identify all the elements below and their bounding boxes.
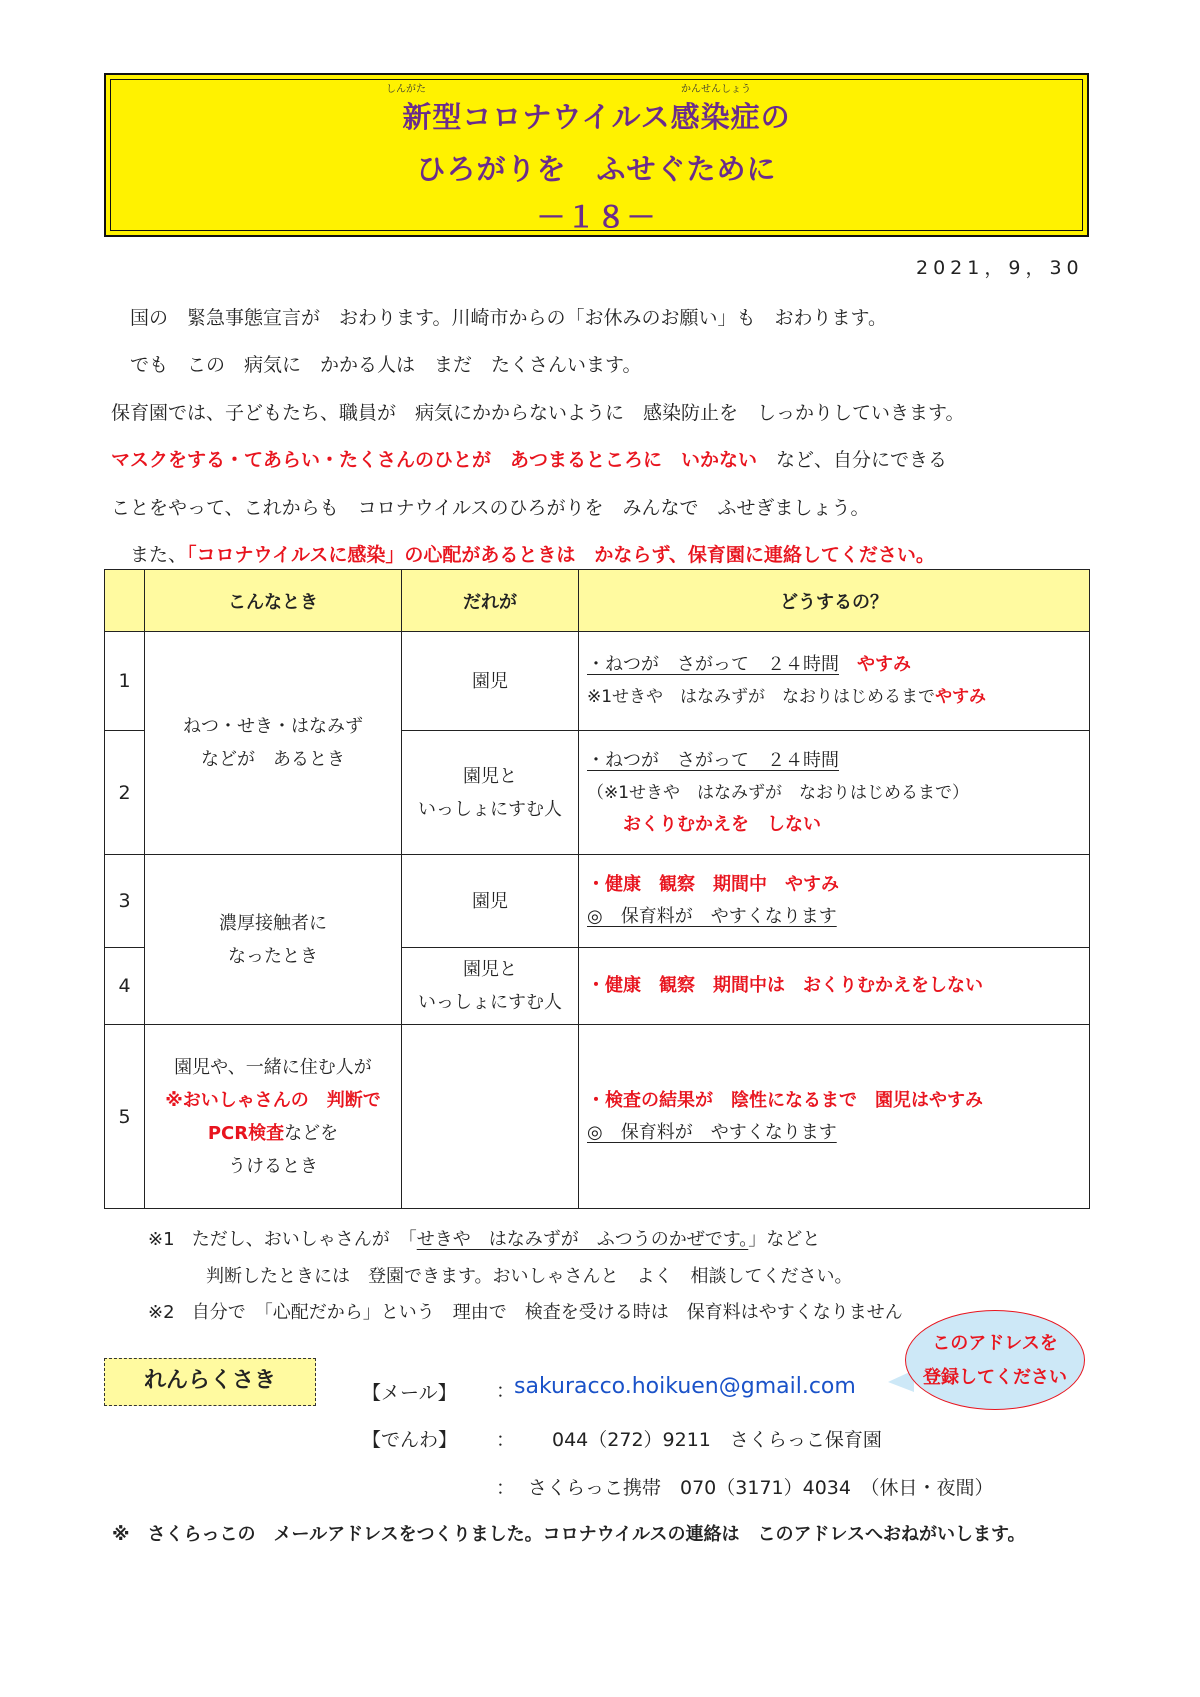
- contact-label-box: れんらくさき: [104, 1358, 316, 1406]
- action-highlight: おくりむかえを しない: [623, 813, 821, 835]
- mail-label: 【メール】: [362, 1382, 457, 1404]
- header-num: [105, 570, 145, 632]
- tel-number: 044（272）9211 さくらっこ保育園: [552, 1429, 882, 1451]
- action-cell: [579, 731, 1090, 855]
- table-row: [105, 632, 1090, 731]
- action-text: ・ねつが さがって ２４時間: [587, 749, 839, 771]
- who-text: いっしょにすむ人: [418, 992, 562, 1013]
- note-1: [148, 1225, 820, 1251]
- guidance-table: [104, 569, 1090, 1209]
- paragraph-4: [111, 445, 947, 472]
- table-header-row: [105, 570, 1090, 632]
- email-link[interactable]: sakuracco.hoikuen@gmail.com: [514, 1374, 856, 1399]
- condition-text: などが あるとき: [201, 749, 345, 770]
- mobile-number: さくらっこ携帯 070（3171）4034 （休日・夜間）: [528, 1477, 994, 1499]
- action-highlight: やすみ: [839, 654, 911, 675]
- action-text: ・ねつが さがって ２４時間: [587, 654, 839, 675]
- action-highlight: やすみ: [935, 687, 987, 707]
- footer-note: ※ さくらっこの メールアドレスをつくりました。コロナウイルスの連絡は このアドレスへおねがいします。: [112, 1524, 1026, 1545]
- action-text: ◎ 保育料が やすくなります: [587, 1121, 837, 1143]
- paragraph-6-highlight: 「コロナウイルスに感染」の心配があるときは かならず、保育園に連絡してください。: [187, 544, 935, 566]
- who-text: 園児と: [463, 765, 517, 787]
- condition-text: うけるとき: [228, 1155, 318, 1177]
- note-1-mark: ※1: [148, 1229, 175, 1250]
- header-who: だれが: [402, 570, 579, 632]
- who-cell: [402, 632, 579, 731]
- who-text: 園児: [472, 670, 508, 692]
- action-highlight: ・健康 観察 期間中は おくりむかえをしない: [587, 975, 983, 996]
- row-number: 1: [105, 632, 145, 731]
- condition-text: ねつ・せき・はなみず: [183, 716, 363, 737]
- who-text: 園児と: [463, 959, 517, 980]
- title-banner: [104, 73, 1089, 237]
- note-1-line-2: 判断したときには 登園できます。おいしゃさんと よく 相談してください。: [206, 1266, 853, 1287]
- row-number: 3: [105, 855, 145, 948]
- action-highlight: ・健康 観察 期間中 やすみ: [587, 874, 839, 895]
- paragraph-2: でも この 病気に かかる人は まだ たくさんいます。: [130, 354, 642, 376]
- tel-label: 【でんわ】: [362, 1429, 458, 1451]
- action-text: ◎ 保育料が やすくなります: [587, 906, 837, 927]
- mobile-colon: ：: [496, 1477, 516, 1499]
- who-cell: [402, 1025, 579, 1209]
- note-1-text: ただし、おいしゃさんが 「: [191, 1229, 417, 1250]
- who-cell: [402, 855, 579, 948]
- row-number: 2: [105, 731, 145, 855]
- note-1-text-end: 」などと: [748, 1229, 821, 1250]
- action-text: ※1せきや はなみずが なおりはじめるまで: [587, 687, 936, 707]
- who-text: 園児: [472, 890, 508, 912]
- header-action: どうするの？: [579, 570, 1090, 632]
- condition-text: などを: [284, 1122, 339, 1144]
- condition-text: なったとき: [228, 945, 318, 967]
- action-cell: [579, 632, 1090, 731]
- title-line-3: －１８－: [536, 200, 657, 234]
- who-cell: [402, 731, 579, 855]
- header-when: こんなとき: [145, 570, 402, 632]
- condition-text: 濃厚接触者に: [219, 912, 327, 934]
- title-line-2: ひろがりを ふせぐために: [416, 152, 777, 186]
- action-highlight: ・検査の結果が 陰性になるまで 園児はやすみ: [587, 1089, 983, 1111]
- paragraph-4-rest: など、自分にできる: [757, 449, 948, 471]
- paragraph-5: ことをやって、これからも コロナウイルスのひろがりを みんなで ふせぎましょう。: [111, 497, 870, 519]
- paragraph-3: 保育園では、子どもたち、職員が 病気にかからないように 感染防止を しっかりしていきます。: [111, 402, 965, 424]
- note-2-text: 自分で 「心配だから」という 理由で 検査を受ける時は 保育料はやすくなりません: [191, 1302, 903, 1323]
- bubble-line-1: このアドレスを: [932, 1333, 1058, 1354]
- tel-colon: ：: [496, 1429, 516, 1451]
- action-cell: [579, 1025, 1090, 1209]
- table-row: [105, 855, 1090, 948]
- register-address-bubble: [905, 1310, 1085, 1410]
- mail-colon: ：: [496, 1380, 516, 1402]
- title-line-1: 新型コロナウイルス感染症の: [402, 100, 791, 134]
- paragraph-4-highlight: マスクをする・てあらい・たくさんのひとが あつまるところに いかない: [111, 449, 758, 471]
- note-2-mark: ※2: [148, 1302, 175, 1323]
- title-ruby-kansensho: かんせんしょう: [681, 84, 751, 95]
- note-1-quote: せきや はなみずが ふつうのかぜです。: [416, 1229, 749, 1250]
- issue-date: 2021，9，30: [916, 257, 1084, 279]
- paragraph-6-lead: また、: [111, 544, 188, 566]
- condition-text: 園児や、一緒に住む人が: [174, 1056, 372, 1078]
- condition-highlight: PCR検査: [207, 1122, 285, 1144]
- paragraph-1: 国の 緊急事態宣言が おわります。川崎市からの「お休みのお願い」も おわります。: [130, 307, 887, 329]
- action-cell: [579, 948, 1090, 1025]
- action-cell: [579, 855, 1090, 948]
- row-number: 5: [105, 1025, 145, 1209]
- table-row: [105, 1025, 1090, 1209]
- row-number: 4: [105, 948, 145, 1025]
- paragraph-6: [111, 540, 935, 567]
- note-2: [148, 1298, 903, 1324]
- who-cell: [402, 948, 579, 1025]
- who-text: いっしょにすむ人: [418, 798, 562, 820]
- title-ruby-shingata: しんがた: [386, 84, 426, 95]
- condition-cell: [145, 855, 402, 1025]
- condition-cell: [145, 1025, 402, 1209]
- condition-highlight: ※おいしゃさんの 判断で: [165, 1089, 381, 1111]
- action-text: （※1せきや はなみずが なおりはじめるまで）: [587, 782, 970, 803]
- bubble-line-2: 登録してください: [923, 1367, 1067, 1388]
- condition-cell: [145, 632, 402, 855]
